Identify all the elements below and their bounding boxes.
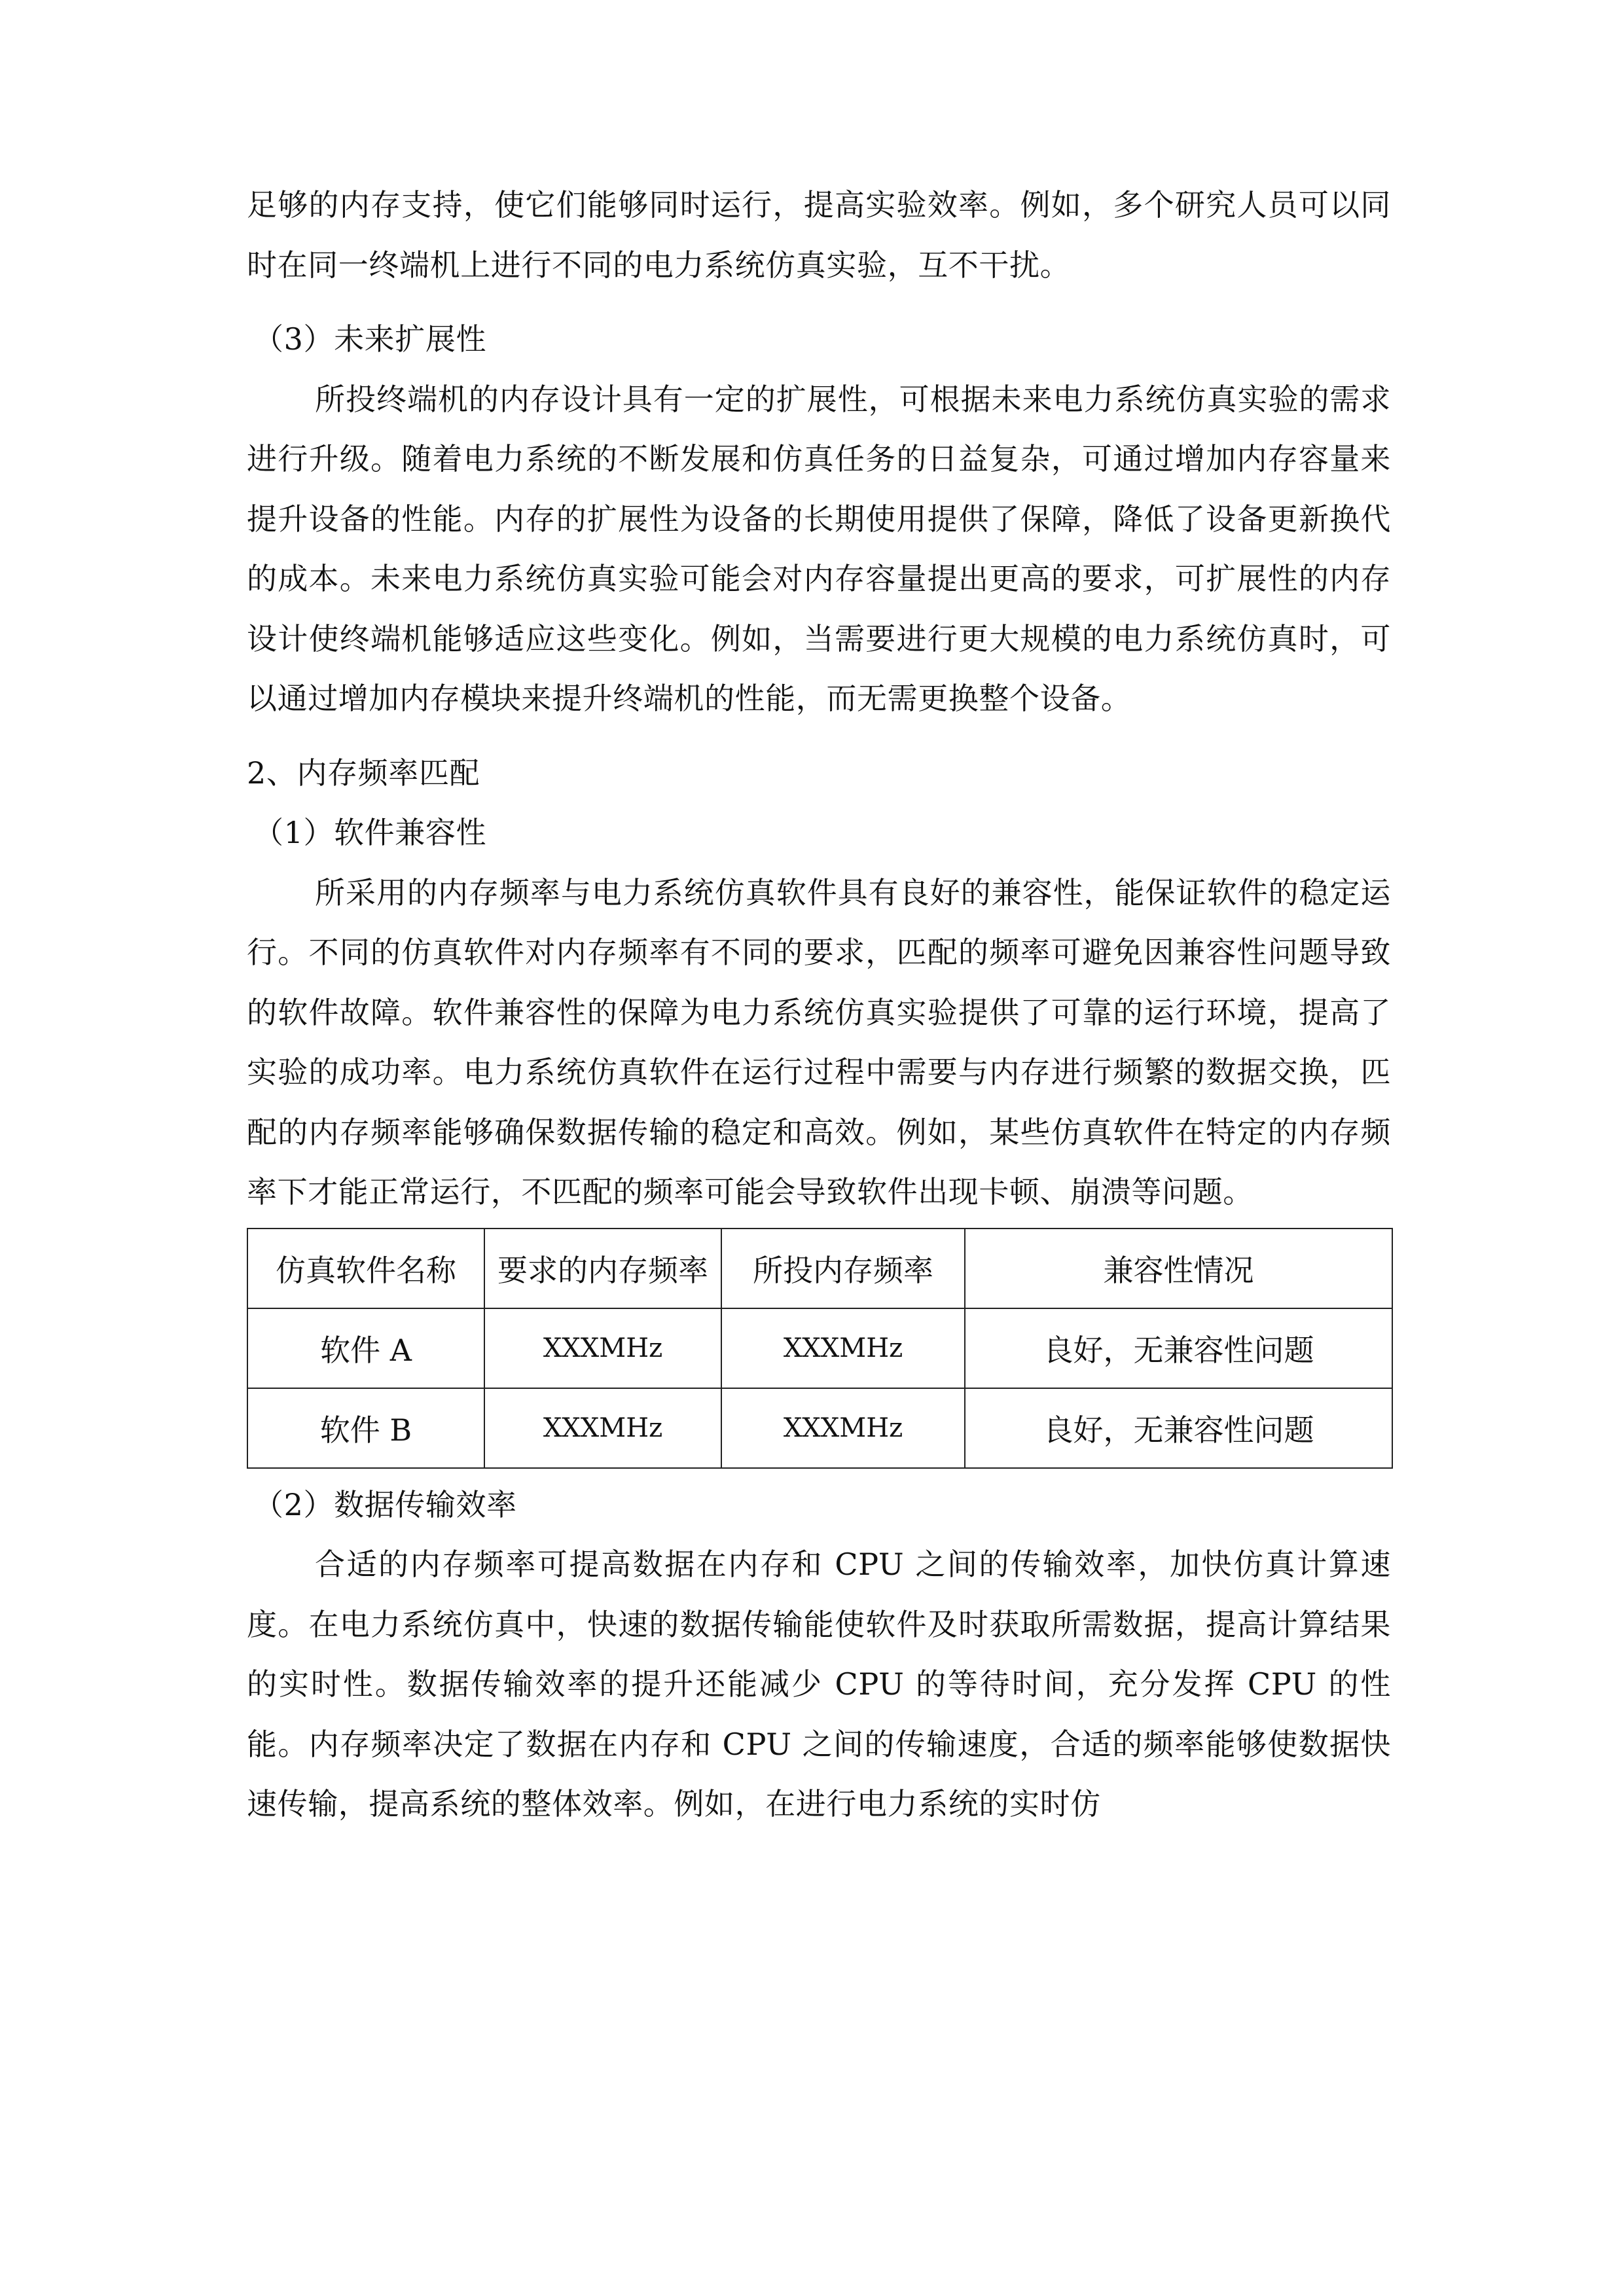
compatibility-table [247, 1228, 1393, 1469]
table-cell: 良好，无兼容性问题 [965, 1388, 1392, 1468]
table-cell: XXXMHz [721, 1308, 965, 1388]
table-row [247, 1308, 1392, 1388]
future-expandability-paragraph: 所投终端机的内存设计具有一定的扩展性，可根据未来电力系统仿真实验的需求进行升级。随着电力系统的不断发展和仿真任务的日益复杂，可通过增加内存容量来提升设备的性能。内存的扩展性为设备的长期使用提供了保障，降低了设备更新换代的成本。未来电力系统仿真实验可能会对内存容量提出更高的要求，可扩展性的内存设计使终端机能够适应这些变化。例如，当需要进行更大规模的电力系统仿真时，可以通过增加内存模块来提升终端机的性能，而无需更换整个设备。 [247, 381, 1391, 716]
table-cell: 良好，无兼容性问题 [965, 1308, 1392, 1388]
table-cell: XXXMHz [484, 1388, 721, 1468]
table-header-cell: 仿真软件名称 [247, 1229, 484, 1308]
table-header-cell: 兼容性情况 [965, 1229, 1392, 1308]
table-header-cell: 要求的内存频率 [484, 1229, 721, 1308]
software-compatibility-paragraph: 所采用的内存频率与电力系统仿真软件具有良好的兼容性，能保证软件的稳定运行。不同的仿真软件对内存频率有不同的要求，匹配的频率可避免因兼容性问题导致的软件故障。软件兼容性的保障为电力系统仿真实验提供了可靠的运行环境，提高了实验的成功率。电力系统仿真软件在运行过程中需要与内存进行频繁的数据交换，匹配的内存频率能够确保数据传输的稳定和高效。例如，某些仿真软件在特定的内存频率下才能正常运行，不匹配的频率可能会导致软件出现卡顿、崩溃等问题。 [247, 874, 1391, 1210]
document-page [247, 175, 1391, 1835]
table-cell: XXXMHz [721, 1388, 965, 1468]
table-cell: 软件 B [247, 1388, 484, 1468]
software-compatibility-heading: （1）软件兼容性 [253, 815, 487, 850]
data-transfer-efficiency-paragraph: 合适的内存频率可提高数据在内存和 CPU 之间的传输效率，加快仿真计算速度。在电力系统仿真中，快速的数据传输能使软件及时获取所需数据，提高计算结果的实时性。数据传输效率的提升还能减少 CPU 的等待时间，充分发挥 CPU 的性能。内存频率决定了数据在内存和 CPU 之间的传输速度，合适的频率能够使数据快速传输，提高系统的整体效率。例如，在进行电力系统的实时仿 [247, 1547, 1391, 1821]
table-header-cell: 所投内存频率 [721, 1229, 965, 1308]
table-cell: XXXMHz [484, 1308, 721, 1388]
continuation-paragraph: 足够的内存支持，使它们能够同时运行，提高实验效率。例如，多个研究人员可以同时在同一终端机上进行不同的电力系统仿真实验，互不干扰。 [247, 187, 1391, 283]
table-cell: 软件 A [247, 1308, 484, 1388]
table-row [247, 1388, 1392, 1468]
future-expandability-heading: （3）未来扩展性 [253, 321, 487, 357]
data-transfer-efficiency-heading: （2）数据传输效率 [253, 1486, 517, 1522]
memory-frequency-section-heading: 2、内存频率匹配 [247, 755, 480, 791]
table-header-row [247, 1229, 1392, 1308]
